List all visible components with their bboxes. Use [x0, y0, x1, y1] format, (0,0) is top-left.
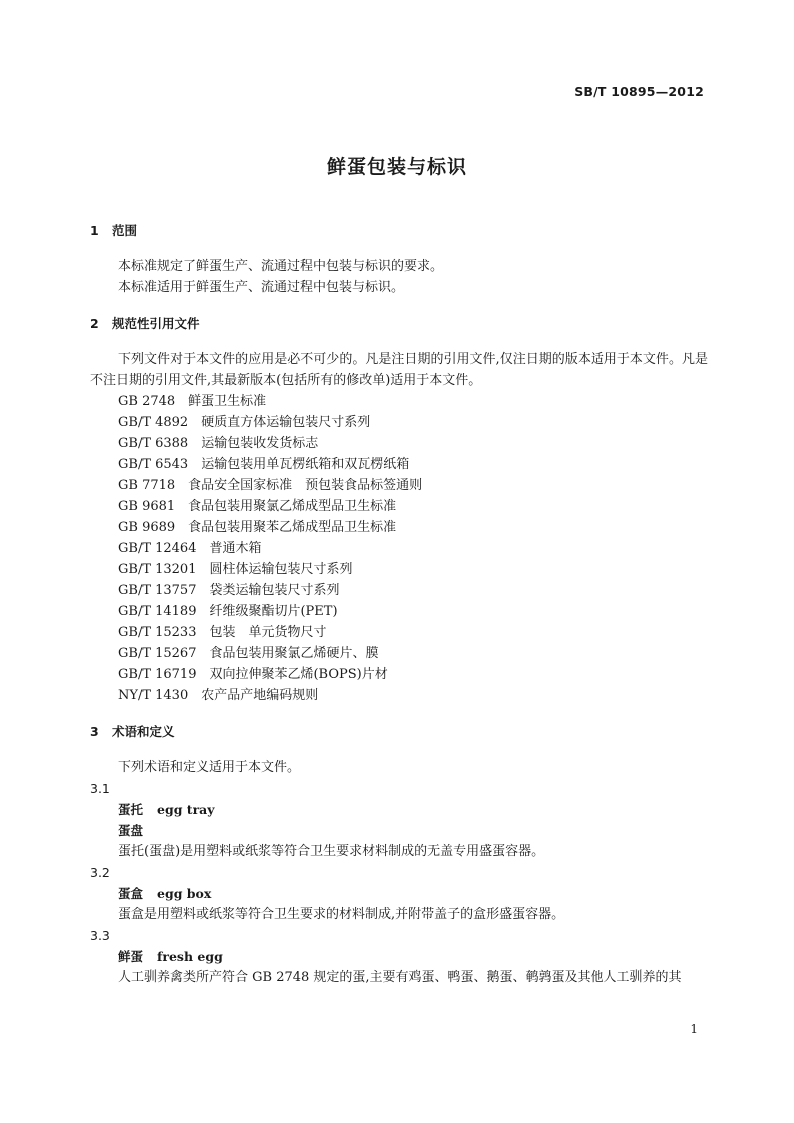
document-title: 鲜蛋包装与标识	[326, 156, 467, 178]
section-number: 3	[90, 724, 99, 739]
reference-item: GB 9689 食品包装用聚苯乙烯成型品卫生标准	[118, 520, 397, 535]
standard-code: SB/T 10895—2012	[574, 84, 704, 99]
reference-item: GB/T 12464 普通木箱	[118, 541, 262, 556]
reference-item: GB/T 14189 纤维级聚酯切片(PET)	[118, 604, 338, 619]
term-number: 3.3	[90, 928, 110, 943]
scope-paragraph: 本标准适用于鲜蛋生产、流通过程中包装与标识。	[118, 280, 405, 295]
section-heading-scope	[90, 220, 708, 241]
term-number: 3.1	[90, 781, 110, 796]
reference-item: GB/T 4892 硬质直方体运输包装尺寸系列	[118, 415, 371, 430]
term-name	[90, 799, 708, 820]
reference-item: GB/T 6543 运输包装用单瓦楞纸箱和双瓦楞纸箱	[118, 457, 410, 472]
section-heading-terms	[90, 721, 708, 742]
reference-item: GB/T 6388 运输包装收发货标志	[118, 436, 319, 451]
reference-item: GB/T 16719 双向拉伸聚苯乙烯(BOPS)片材	[118, 667, 388, 682]
section-title: 规范性引用文件	[112, 316, 200, 331]
term-en: egg box	[157, 886, 212, 901]
refs-intro-paragraph: 下列文件对于本文件的应用是必不可少的。凡是注日期的引用文件,仅注日期的版本适用于本文件。凡是不注日期的引用文件,其最新版本(包括所有的修改单)适用于本文件。	[90, 352, 708, 388]
term-name	[90, 883, 708, 904]
section-title: 术语和定义	[112, 724, 175, 739]
term-definition: 蛋盒是用塑料或纸浆等符合卫生要求的材料制成,并附带盖子的盒形盛蛋容器。	[118, 907, 565, 922]
page-number: 1	[690, 1022, 698, 1036]
section-number: 2	[90, 316, 99, 331]
reference-item: GB/T 15267 食品包装用聚氯乙烯硬片、膜	[118, 646, 379, 661]
reference-item: GB 7718 食品安全国家标准 预包装食品标签通则	[118, 478, 423, 493]
scope-paragraph: 本标准规定了鲜蛋生产、流通过程中包装与标识的要求。	[118, 259, 444, 274]
terms-intro-paragraph: 下列术语和定义适用于本文件。	[118, 760, 301, 775]
section-heading-refs	[90, 313, 708, 334]
section-title: 范围	[112, 223, 138, 238]
reference-item: GB 9681 食品包装用聚氯乙烯成型品卫生标准	[118, 499, 397, 514]
term-cn: 鲜蛋	[118, 949, 144, 964]
reference-item: NY/T 1430 农产品产地编码规则	[118, 688, 319, 703]
term-en: egg tray	[157, 802, 215, 817]
term-definition: 蛋托(蛋盘)是用塑料或纸浆等符合卫生要求材料制成的无盖专用盛蛋容器。	[118, 844, 545, 859]
section-number: 1	[90, 223, 99, 238]
reference-item: GB/T 13201 圆柱体运输包装尺寸系列	[118, 562, 353, 577]
term-name	[90, 946, 708, 967]
reference-item: GB/T 15233 包装 单元货物尺寸	[118, 625, 327, 640]
term-cn: 蛋盒	[118, 886, 144, 901]
term-en: fresh egg	[157, 949, 223, 964]
reference-item: GB/T 13757 袋类运输包装尺寸系列	[118, 583, 340, 598]
term-number: 3.2	[90, 865, 110, 880]
term-definition: 人工驯养禽类所产符合 GB 2748 规定的蛋,主要有鸡蛋、鸭蛋、鹅蛋、鹌鹑蛋及其他人工驯养的其	[118, 970, 682, 985]
term-alt-name: 蛋盘	[118, 823, 144, 838]
document-body	[90, 220, 708, 988]
reference-item: GB 2748 鲜蛋卫生标准	[118, 394, 267, 409]
term-cn: 蛋托	[118, 802, 144, 817]
